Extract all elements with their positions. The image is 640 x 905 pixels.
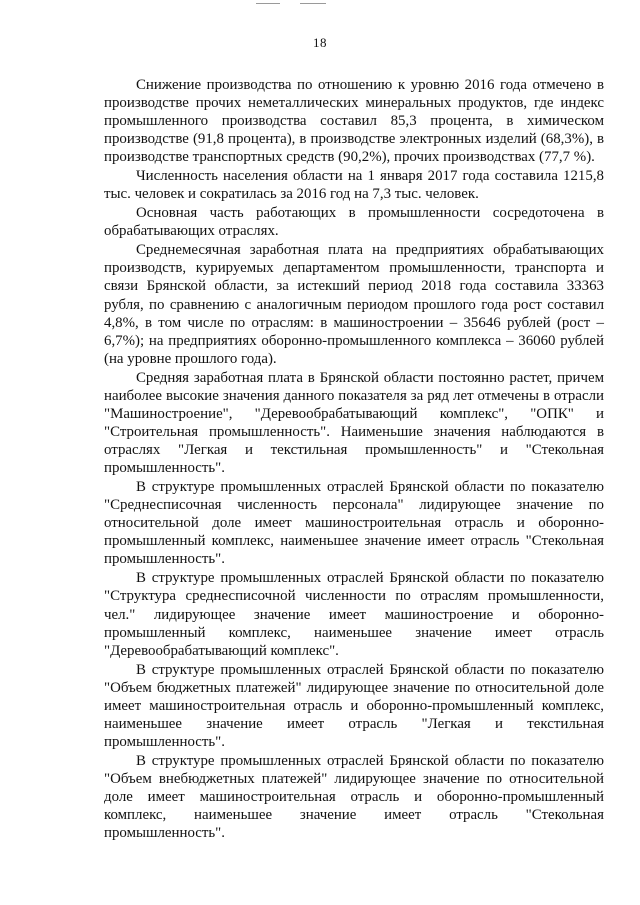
- page-number: 18: [313, 35, 327, 50]
- paragraph-production-decline: Снижение производства по отношению к уровню 2016 года отмечено в производстве прочих неметаллических минеральных продуктов, где индекс промышленного производства составил 85,3 процента, в химическом производстве (91,8 процента), в производстве электронных изделий (68,3%), в производстве транспортных средств (90,2%), прочих производствах (77,7 %).: [104, 77, 604, 166]
- top-scan-mark-left: [256, 3, 280, 4]
- document-body: [104, 76, 604, 842]
- paragraph-headcount-structure: В структуре промышленных отраслей Брянской области по показателю "Среднесписочная численность персонала" лидирующее значение по относительной доле имеет машиностроительная отрасль и оборонно-промышленный комплекс, наименьшее значение имеет отрасль "Стекольная промышленность".: [104, 479, 604, 568]
- paragraph-workforce: Основная часть работающих в промышленности сосредоточена в обрабатывающих отраслях.: [104, 205, 604, 240]
- paragraph-budget-payments: В структуре промышленных отраслей Брянской области по показателю "Объем бюджетных платежей" лидирующее значение по относительной доле имеет машиностроительная отрасль и оборонно-промышленный комплекс, наименьшее значение имеет отрасль "Легкая и текстильная промышленность".: [104, 661, 604, 750]
- paragraph-salary-growth: Средняя заработная плата в Брянской области постоянно растет, причем наиболее высокие значения данного показателя за ряд лет отмечены в отрасли "Машиностроение", "Деревообрабатывающий комплекс", "ОПК" и "Строительная промышленность". Наименьшие значения наблюдаются в отраслях "Легкая и текстильная промышленность" и "Стекольная промышленность".: [104, 369, 604, 477]
- paragraph-population: Численность населения области на 1 января 2017 года составила 1215,8 тыс. человек и сократилась за 2016 год на 7,3 тыс. человек.: [104, 168, 604, 203]
- paragraph-average-salary: Среднемесячная заработная плата на предприятиях обрабатывающих производств, курируемых департаментом промышленности, транспорта и связи Брянской области, за истекший период 2018 года составила 33363 рубля, по сравнению с аналогичным периодом прошлого года рост составил 4,8%, в том числе по отраслям: в машиностроении – 35646 рублей (рост – 6,7%); на предприятиях оборонно-промышленного комплекса – 36060 рублей (на уровне прошлого года).: [104, 242, 604, 367]
- paragraph-extrabudget-payments: В структуре промышленных отраслей Брянской области по показателю "Объем внебюджетных платежей" лидирующее значение по относительной доле имеет машиностроительная отрасль и оборонно-промышленный комплекс, наименьшее значение имеет отрасль "Стекольная промышленность".: [104, 752, 604, 842]
- top-scan-mark-right: [300, 3, 326, 4]
- paragraph-headcount-by-industry: В структуре промышленных отраслей Брянской области по показателю "Структура среднесписочной численности по отраслям промышленности, чел." лидирующее значение имеет машиностроение и оборонно-промышленный комплекс, наименьшее значение имеет отрасль "Деревообрабатывающий комплекс".: [104, 570, 604, 659]
